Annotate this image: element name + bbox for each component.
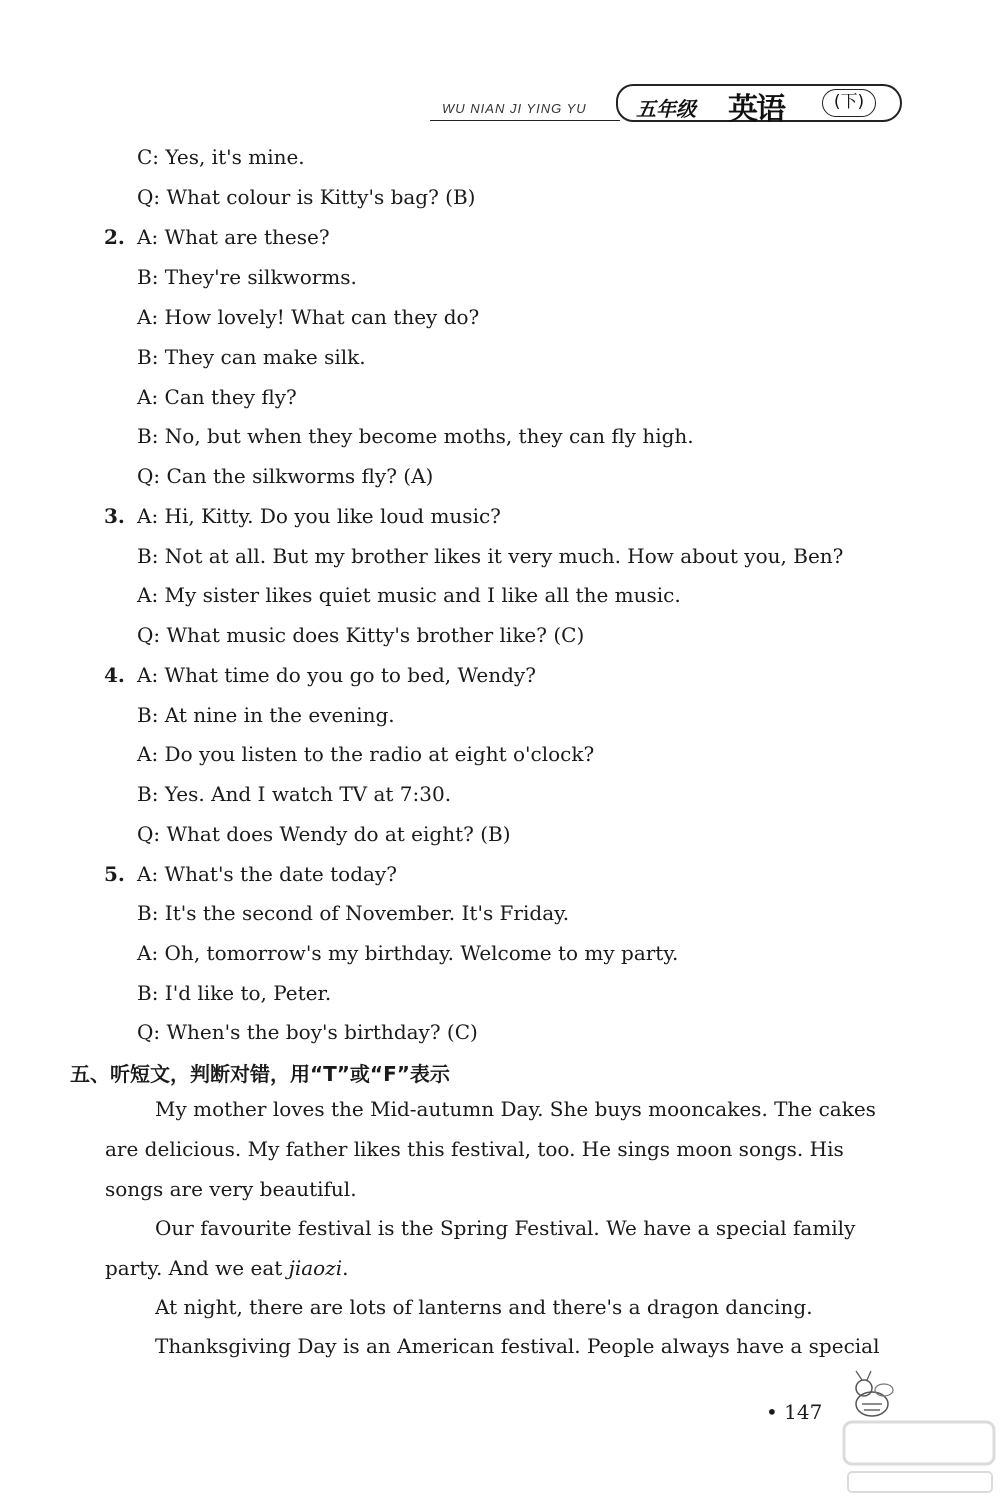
volume-label: (下) bbox=[822, 89, 876, 117]
item-number: 4. bbox=[104, 663, 125, 687]
question-line: Q: What colour is Kitty's bag? (B) bbox=[137, 185, 476, 209]
passage-line bbox=[105, 1256, 349, 1280]
dialogue-line: C: Yes, it's mine. bbox=[137, 145, 305, 169]
dialogue-line: B: Yes. And I watch TV at 7:30. bbox=[137, 782, 452, 806]
passage-line: songs are very beautiful. bbox=[105, 1177, 357, 1201]
book-title-badge bbox=[616, 84, 902, 127]
grade-label: 五年级 bbox=[636, 97, 696, 121]
dialogue-line: B: I'd like to, Peter. bbox=[137, 981, 332, 1005]
section-title: 五、听短文，判断对错，用“T”或“F”表示 bbox=[70, 1062, 450, 1086]
page-number: • 147 bbox=[766, 1400, 823, 1424]
subject-label: 英语 bbox=[728, 92, 784, 127]
dialogue-line: B: At nine in the evening. bbox=[137, 703, 395, 727]
watermark-logo-icon bbox=[840, 1418, 1000, 1497]
item-number: 5. bbox=[104, 862, 125, 886]
passage-line: Thanksgiving Day is an American festival. People always have a special bbox=[155, 1334, 880, 1358]
dialogue-line: B: They can make silk. bbox=[137, 345, 366, 369]
dialogue-line: A: Oh, tomorrow's my birthday. Welcome to my party. bbox=[137, 941, 679, 965]
item-number: 3. bbox=[104, 504, 125, 528]
dialogue-line: B: They're silkworms. bbox=[137, 265, 357, 289]
passage-line: Our favourite festival is the Spring Festival. We have a special family bbox=[155, 1216, 856, 1240]
dialogue-line: A: How lovely! What can they do? bbox=[137, 305, 480, 329]
dialogue-line: B: No, but when they become moths, they can fly high. bbox=[137, 424, 694, 448]
passage-line: My mother loves the Mid-autumn Day. She buys mooncakes. The cakes bbox=[155, 1097, 876, 1121]
dialogue-line: A: Can they fly? bbox=[137, 385, 297, 409]
passage-line: are delicious. My father likes this festival, too. He sings moon songs. His bbox=[105, 1137, 844, 1161]
item-number: 2. bbox=[104, 225, 125, 249]
question-line: Q: When's the boy's birthday? (C) bbox=[137, 1020, 478, 1044]
passage-italic-word: jiaozi bbox=[288, 1256, 343, 1280]
dialogue-line: B: Not at all. But my brother likes it very much. How about you, Ben? bbox=[137, 544, 844, 568]
header-rule bbox=[430, 120, 620, 121]
passage-text: party. And we eat bbox=[105, 1256, 289, 1280]
page-header bbox=[430, 78, 910, 126]
question-line: Q: Can the silkworms fly? (A) bbox=[137, 464, 434, 488]
passage-line: At night, there are lots of lanterns and there's a dragon dancing. bbox=[155, 1295, 813, 1319]
dialogue-line: A: What are these? bbox=[137, 225, 330, 249]
passage-text: . bbox=[342, 1256, 349, 1280]
dialogue-line: A: What time do you go to bed, Wendy? bbox=[137, 663, 536, 687]
header-pinyin: WU NIAN JI YING YU bbox=[442, 101, 587, 116]
question-line: Q: What music does Kitty's brother like? (C) bbox=[137, 623, 585, 647]
dialogue-line: A: Do you listen to the radio at eight o'clock? bbox=[137, 742, 595, 766]
question-line: Q: What does Wendy do at eight? (B) bbox=[137, 822, 511, 846]
dialogue-line: A: Hi, Kitty. Do you like loud music? bbox=[137, 504, 501, 528]
dialogue-line: A: What's the date today? bbox=[137, 862, 397, 886]
dialogue-line: B: It's the second of November. It's Friday. bbox=[137, 901, 570, 925]
dialogue-line: A: My sister likes quiet music and I like all the music. bbox=[137, 583, 681, 607]
